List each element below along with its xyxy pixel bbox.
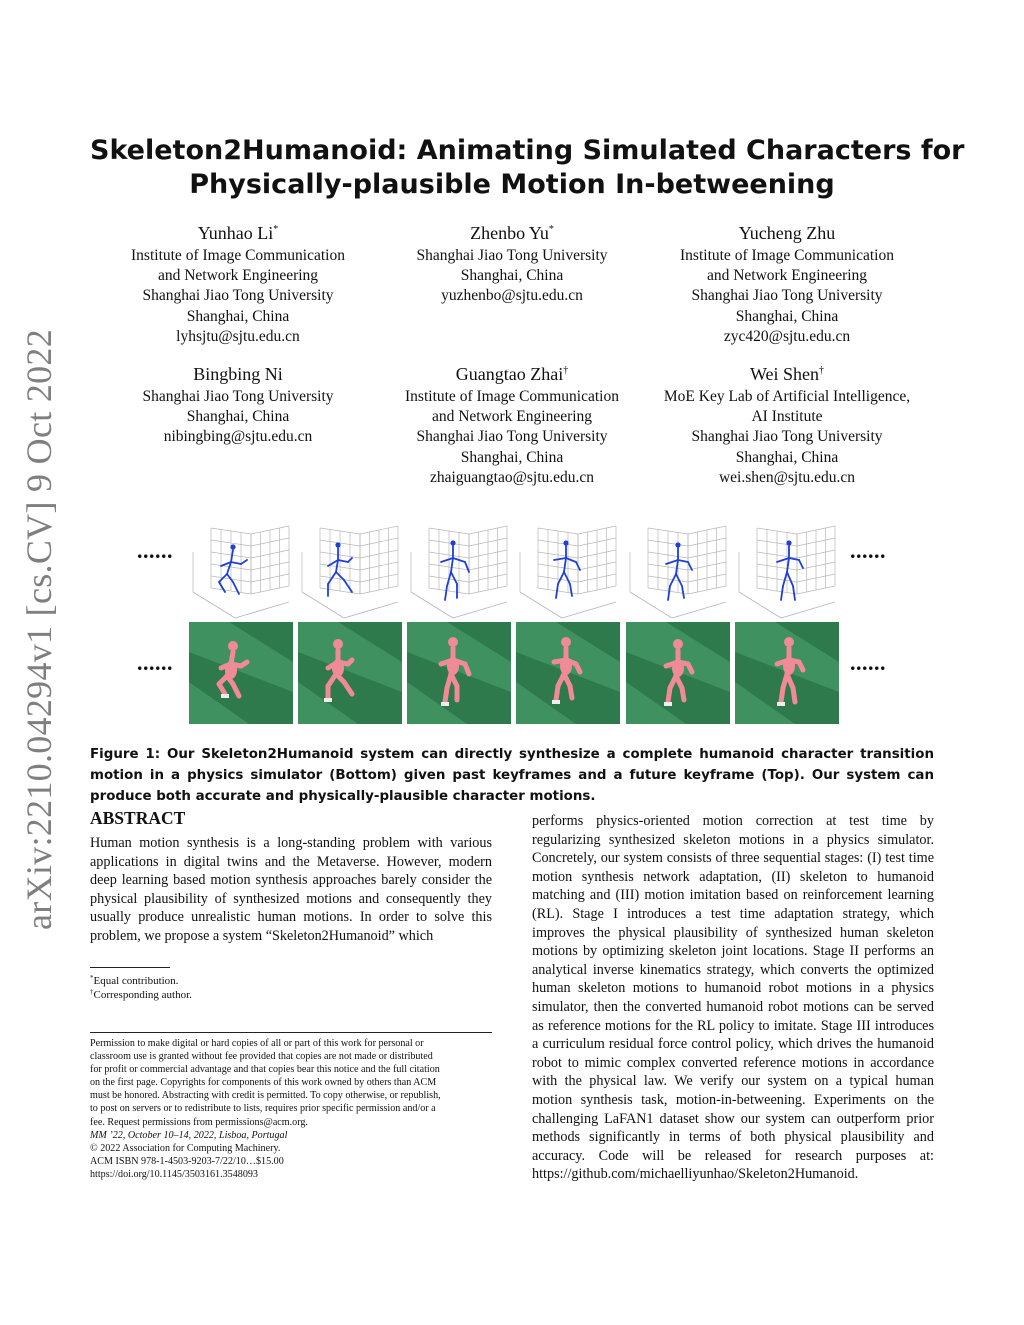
copyright-line: © 2022 Association for Computing Machinery. xyxy=(90,1142,281,1154)
humanoid-limb xyxy=(556,686,558,700)
abstract-text-right: performs physics-oriented motion correction at test time by regularizing synthesized skeleton motions in a physics simulator. Concretely, our system consists of three sequential stages: (I) test time motion synthesis network adaptation, (II) skeleton to humanoid matching and (III) motion imitation based on reinforcement learning (RL). Stage I introduces a test time adaptation strategy, which improves the physical plausibility of synthesized human skeleton motions by optimizing skeleton joint locations. Stage II performs an analytical inverse kinematics strategy, which converts the optimized human skeleton motions to humanoid robot motions in a physics simulator, then the converted humanoid robot motions can be served as reference motions for the RL policy to imitate. Stage III introduces a curriculum residual force control policy, which drives the humanoid robot to mimic complex converted reference motions in accordance with the physical law. We verify our system on a typical human motion synthesis task, motion-in-betweening. Experiments on the challenging LaFAN1 dataset show our system can outperform prior methods significantly in terms of both physical plausibility and accuracy. Code will be released for research purposes at: https://github.com/michaelliyunhao/Skeleton2Humanoid. xyxy=(532,813,934,1183)
author-email: lyhsjtu@sjtu.edu.cn xyxy=(176,327,300,345)
footnote xyxy=(90,988,192,1002)
affiliation-line: Institute of Image Communication xyxy=(131,247,345,264)
skeleton-panel xyxy=(516,522,620,622)
humanoid-limb xyxy=(682,688,684,700)
skeleton-bone xyxy=(441,558,453,562)
grid-box xyxy=(520,526,616,618)
humanoid-limb xyxy=(570,686,572,698)
humanoid-torso xyxy=(672,659,684,677)
humanoid-limb xyxy=(781,688,783,702)
figure-caption: Figure 1: Our Skeleton2Humanoid system can directly synthesize a complete humanoid character transition motion in a physics simulator (Bottom) given past keyframes and a future keyframe (Top). Our system can produce both accurate and physically-plausible character motions. xyxy=(90,747,934,804)
author-name: Bingbing Ni xyxy=(193,364,283,384)
skeleton-bone xyxy=(678,560,688,562)
skeleton-bone xyxy=(556,584,558,598)
permission-line: Permission to make digital or hard copies of all or part of this work for personal or xyxy=(90,1038,424,1049)
permission-line: to post on servers or to redistribute to lists, requires prior specific permission and/or a xyxy=(90,1103,436,1115)
permission-line: must be honored. Abstracting with credit is permitted. To copy otherwise, or republish, xyxy=(90,1090,441,1102)
author-block xyxy=(98,222,378,347)
simulation-panel xyxy=(298,622,402,724)
humanoid-foot xyxy=(221,694,229,698)
skeleton-panel xyxy=(626,522,730,622)
humanoid-head xyxy=(448,637,458,647)
simulation-panel xyxy=(735,622,839,724)
footnote-mark: * xyxy=(90,974,94,982)
skeleton-panel xyxy=(407,522,511,622)
skeleton-head xyxy=(563,540,568,545)
arxiv-identifier: arXiv:2210.04294v1 [cs.CV] 9 Oct 2022 xyxy=(19,328,59,930)
skeleton-bone xyxy=(451,558,453,572)
conference-info: MM ’22, October 10–14, 2022, Lisboa, Portugal xyxy=(90,1129,288,1141)
author-name: Wei Shen xyxy=(749,364,820,384)
skeleton-bone xyxy=(344,580,352,592)
doi-link[interactable]: https://doi.org/10.1145/3503161.3548093 xyxy=(90,1168,258,1180)
footnote xyxy=(90,974,192,988)
footnote-text: Equal contribution. xyxy=(93,975,179,987)
humanoid-foot xyxy=(441,702,449,706)
humanoid-foot xyxy=(552,700,560,704)
abstract-text-left: Human motion synthesis is a long-standing problem with various applications in digital twins and the Metaverse. However, modern deep learning based motion synthesis approaches barely consider the physical plausibility of synthesized motions and consequently they usually produce unrealistic human motions. In order to solve this problem, we propose a system “Skeleton2Humanoid” which xyxy=(90,835,492,944)
skeleton-bone xyxy=(227,574,233,582)
skeleton-head xyxy=(786,540,791,545)
skeleton-bone xyxy=(338,560,348,562)
affiliation-line: Institute of Image Communication xyxy=(405,388,619,405)
simulation-panel xyxy=(189,622,293,724)
humanoid-head xyxy=(784,637,794,647)
author-mark: * xyxy=(548,224,554,235)
affiliation-line: Shanghai Jiao Tong University xyxy=(416,247,608,264)
skeleton-bone xyxy=(554,558,566,560)
skeleton-bone xyxy=(783,572,787,586)
author-block xyxy=(372,363,652,488)
author-name: Yucheng Zhu xyxy=(738,223,836,243)
affiliation-line: Shanghai Jiao Tong University xyxy=(691,287,883,305)
skeleton-bone xyxy=(564,558,566,572)
humanoid-foot xyxy=(664,702,672,706)
title-line-2: Physically-plausible Motion In-betweening xyxy=(189,169,835,200)
author-email: yuzhenbo@sjtu.edu.cn xyxy=(441,287,583,305)
humanoid-limb xyxy=(445,688,447,702)
author-block xyxy=(98,363,378,448)
author-mark: † xyxy=(563,365,569,376)
humanoid-head xyxy=(333,639,343,649)
affiliation-line: MoE Key Lab of Artificial Intelligence, xyxy=(663,388,911,405)
skeleton-bone xyxy=(451,572,457,584)
skeleton-bone xyxy=(787,572,793,586)
affiliation-line: Shanghai, China xyxy=(186,307,290,325)
skeleton-panel xyxy=(735,522,839,622)
grid-box xyxy=(411,526,507,618)
affiliation-line: AI Institute xyxy=(751,408,823,426)
skeleton-bone xyxy=(781,586,783,600)
skeleton-bone xyxy=(233,582,239,594)
skeleton-bone xyxy=(566,558,576,562)
humanoid-torso xyxy=(225,661,237,679)
skeleton-bone xyxy=(799,560,803,568)
skeleton-head xyxy=(450,540,455,545)
ellipsis-left-bottom: ...... xyxy=(137,650,173,675)
permission-line: classroom use is granted without fee provided that copies are not made or distributed xyxy=(90,1051,433,1063)
footnote-mark: † xyxy=(90,988,94,996)
humanoid-torso xyxy=(783,657,795,675)
abstract-heading: ABSTRACT xyxy=(90,808,186,828)
affiliation-line: Shanghai Jiao Tong University xyxy=(691,428,883,446)
simulation-panel xyxy=(516,622,620,724)
affiliation-line: Shanghai, China xyxy=(186,408,290,426)
author-email: nibingbing@sjtu.edu.cn xyxy=(163,428,313,446)
ellipsis-right-top: ...... xyxy=(850,538,886,563)
skeleton-bone xyxy=(445,586,447,600)
skeleton-panel xyxy=(298,522,402,622)
humanoid-limb xyxy=(668,688,670,702)
author-email: zyc420@sjtu.edu.cn xyxy=(723,327,851,345)
humanoid-head xyxy=(228,641,238,651)
permission-divider xyxy=(90,1032,492,1033)
affiliation-line: Shanghai, China xyxy=(735,448,839,466)
grid-box xyxy=(630,526,726,618)
skeleton-bone xyxy=(465,562,469,572)
humanoid-limb xyxy=(241,662,247,666)
footnote-divider xyxy=(90,967,170,968)
author-email: zhaiguangtao@sjtu.edu.cn xyxy=(429,468,595,486)
skeleton-head xyxy=(335,542,340,547)
affiliation-line: Shanghai, China xyxy=(460,448,564,466)
humanoid-torso xyxy=(560,657,572,675)
skeleton-bone xyxy=(793,586,795,600)
author-name: Guangtao Zhai xyxy=(455,364,564,384)
humanoid-foot xyxy=(777,702,785,706)
skeleton-bone xyxy=(558,572,564,584)
author-name: Zhenbo Yu xyxy=(470,223,549,243)
affiliation-line: Shanghai, China xyxy=(735,307,839,325)
skeleton-bone xyxy=(789,558,799,560)
footnote-text: Corresponding author. xyxy=(93,989,192,1001)
humanoid-foot xyxy=(324,698,332,702)
author-block xyxy=(647,363,927,488)
paper-title xyxy=(90,134,965,202)
humanoid-head xyxy=(561,637,571,647)
permission-line: fee. Request permissions from permissions@acm.org. xyxy=(90,1116,308,1128)
permission-notice xyxy=(90,1037,492,1181)
affiliation-line: Shanghai Jiao Tong University xyxy=(142,388,334,405)
skeleton-head xyxy=(230,544,235,549)
ellipsis-right-bottom: ...... xyxy=(850,650,886,675)
author-block xyxy=(647,222,927,347)
permission-line: on the first page. Copyrights for components of this work owned by others than ACM xyxy=(90,1077,437,1089)
skeleton-bone xyxy=(564,572,570,584)
author-block xyxy=(372,222,652,307)
affiliation-line: and Network Engineering xyxy=(706,267,868,285)
humanoid-limb xyxy=(793,688,795,702)
affiliation-line: and Network Engineering xyxy=(431,408,593,426)
affiliation-line: Shanghai Jiao Tong University xyxy=(142,287,334,305)
simulation-panel xyxy=(626,622,730,724)
skeleton-bone xyxy=(682,586,684,598)
author-name: Yunhao Li xyxy=(197,223,274,243)
humanoid-limb xyxy=(348,660,352,664)
ellipsis-left-top: ...... xyxy=(137,538,173,563)
permission-line: for profit or commercial advantage and that copies bear this notice and the full citation xyxy=(90,1064,440,1076)
skeleton-bone xyxy=(241,560,247,564)
footnotes xyxy=(90,974,192,1002)
skeleton-head xyxy=(675,542,680,547)
humanoid-torso xyxy=(447,657,459,675)
affiliation-line: Shanghai, China xyxy=(460,267,564,285)
skeleton-bone xyxy=(219,582,225,592)
title-line-1: Skeleton2Humanoid: Animating Simulated Characters for xyxy=(90,135,965,166)
affiliation-line: Institute of Image Communication xyxy=(680,247,894,264)
humanoid-torso xyxy=(332,659,344,677)
humanoid-head xyxy=(673,639,683,649)
author-email: wei.shen@sjtu.edu.cn xyxy=(718,468,856,486)
grid-box xyxy=(193,526,289,618)
simulation-panel xyxy=(407,622,511,724)
skeleton-bone xyxy=(231,562,241,564)
author-mark: † xyxy=(819,365,825,376)
affiliation-line: and Network Engineering xyxy=(157,267,319,285)
isbn-line: ACM ISBN 978-1-4503-9203-7/22/10…$15.00 xyxy=(90,1155,284,1167)
affiliation-line: Shanghai Jiao Tong University xyxy=(416,428,608,446)
skeleton-panel xyxy=(189,522,293,622)
skeleton-bone xyxy=(688,562,692,570)
author-mark: * xyxy=(273,224,279,235)
skeleton-bone xyxy=(570,584,572,596)
grid-box xyxy=(302,526,398,618)
